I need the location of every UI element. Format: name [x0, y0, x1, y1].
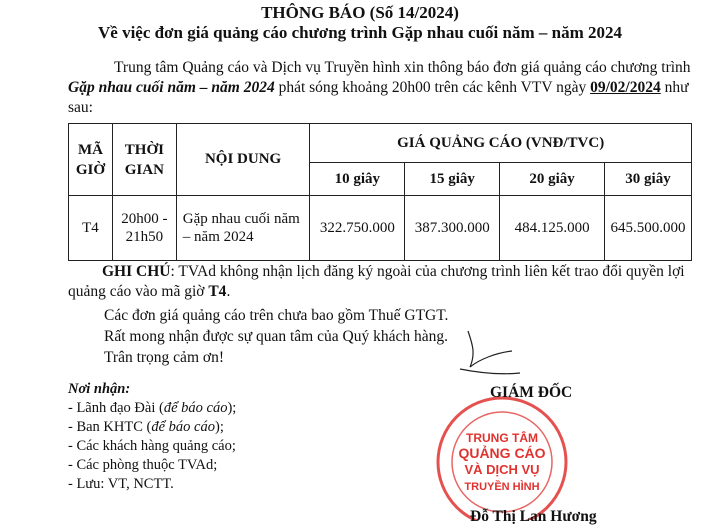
document-subtitle: Về việc đơn giá quảng cáo chương trình Gặp nhau cuối năm – năm 2024 — [98, 23, 622, 42]
broadcast-date: 09/02/2024 — [590, 79, 661, 96]
recipients-heading: Nơi nhận: — [68, 381, 131, 397]
price-table — [68, 123, 692, 261]
cell-price: 322.750.000 — [310, 196, 405, 261]
intro-paragraph — [68, 58, 703, 118]
recipients-block — [68, 380, 236, 494]
signer-position: GIÁM ĐỐC — [490, 384, 573, 401]
note-paragraph — [68, 262, 703, 302]
cell-price: 645.500.000 — [605, 196, 692, 261]
header-duration: 30 giây — [605, 163, 692, 196]
closing-line: Các đơn giá quảng cáo trên chưa bao gồm Thuế GTGT. — [104, 307, 449, 324]
signature-flourish — [450, 323, 530, 383]
stamp-line: QUẢNG CÁO — [458, 445, 546, 461]
cell-price: 484.125.000 — [500, 196, 605, 261]
intro-text-1: Trung tâm Quảng cáo và Dịch vụ Truyền hình xin thông báo đơn giá quảng cáo chương trình — [114, 59, 691, 76]
header-duration: 20 giây — [500, 163, 605, 196]
recipient-item: - Các khách hàng quảng cáo; — [68, 438, 236, 454]
recipient-item: - Ban KHTC (để báo cáo); — [68, 419, 224, 435]
intro-text-3: như sau: — [68, 79, 689, 116]
header-price-group: GIÁ QUẢNG CÁO (VNĐ/TVC) — [310, 124, 692, 163]
header-code: MÃ GIỜ — [69, 124, 113, 196]
signer-name: Đỗ Thị Lan Hương — [470, 508, 597, 525]
closing-line: Rất mong nhận được sự quan tâm của Quý khách hàng. — [104, 328, 448, 345]
note-end: . — [226, 283, 231, 300]
program-name: Gặp nhau cuối năm – năm 2024 — [68, 79, 275, 96]
stamp-line: TRUNG TÂM — [466, 431, 538, 445]
header-duration: 10 giây — [310, 163, 405, 196]
closing-line: Trân trọng cảm ơn! — [104, 349, 224, 366]
header-duration: 15 giây — [405, 163, 500, 196]
note-label: GHI CHÚ — [102, 263, 171, 280]
recipient-item: - Các phòng thuộc TVAd; — [68, 457, 218, 473]
recipient-item: - Lưu: VT, NCTT. — [68, 476, 174, 492]
cell-code: T4 — [69, 196, 113, 261]
intro-text-2: phát sóng khoảng 20h00 trên các kênh VTV ngày — [274, 79, 591, 96]
header-time: THỜI GIAN — [112, 124, 176, 196]
document-title: THÔNG BÁO (Số 14/2024) — [261, 3, 459, 22]
stamp-line: VÀ DỊCH VỤ — [464, 462, 540, 477]
stamp-line: TRUYỀN HÌNH — [464, 481, 540, 493]
note-code: T4 — [208, 283, 227, 300]
cell-time: 20h00 - 21h50 — [112, 196, 176, 261]
closing-lines — [104, 306, 448, 369]
header-content: NỘI DUNG — [176, 124, 310, 196]
recipient-item: - Lãnh đạo Đài (để báo cáo); — [68, 400, 237, 416]
cell-price: 387.300.000 — [405, 196, 500, 261]
cell-content: Gặp nhau cuối năm – năm 2024 — [176, 196, 310, 261]
note-text: : TVAd không nhận lịch đăng ký ngoài của chương trình liên kết trao đổi quyền lợi quảng cáo vào mã giờ — [68, 263, 685, 300]
table-row — [69, 196, 692, 261]
